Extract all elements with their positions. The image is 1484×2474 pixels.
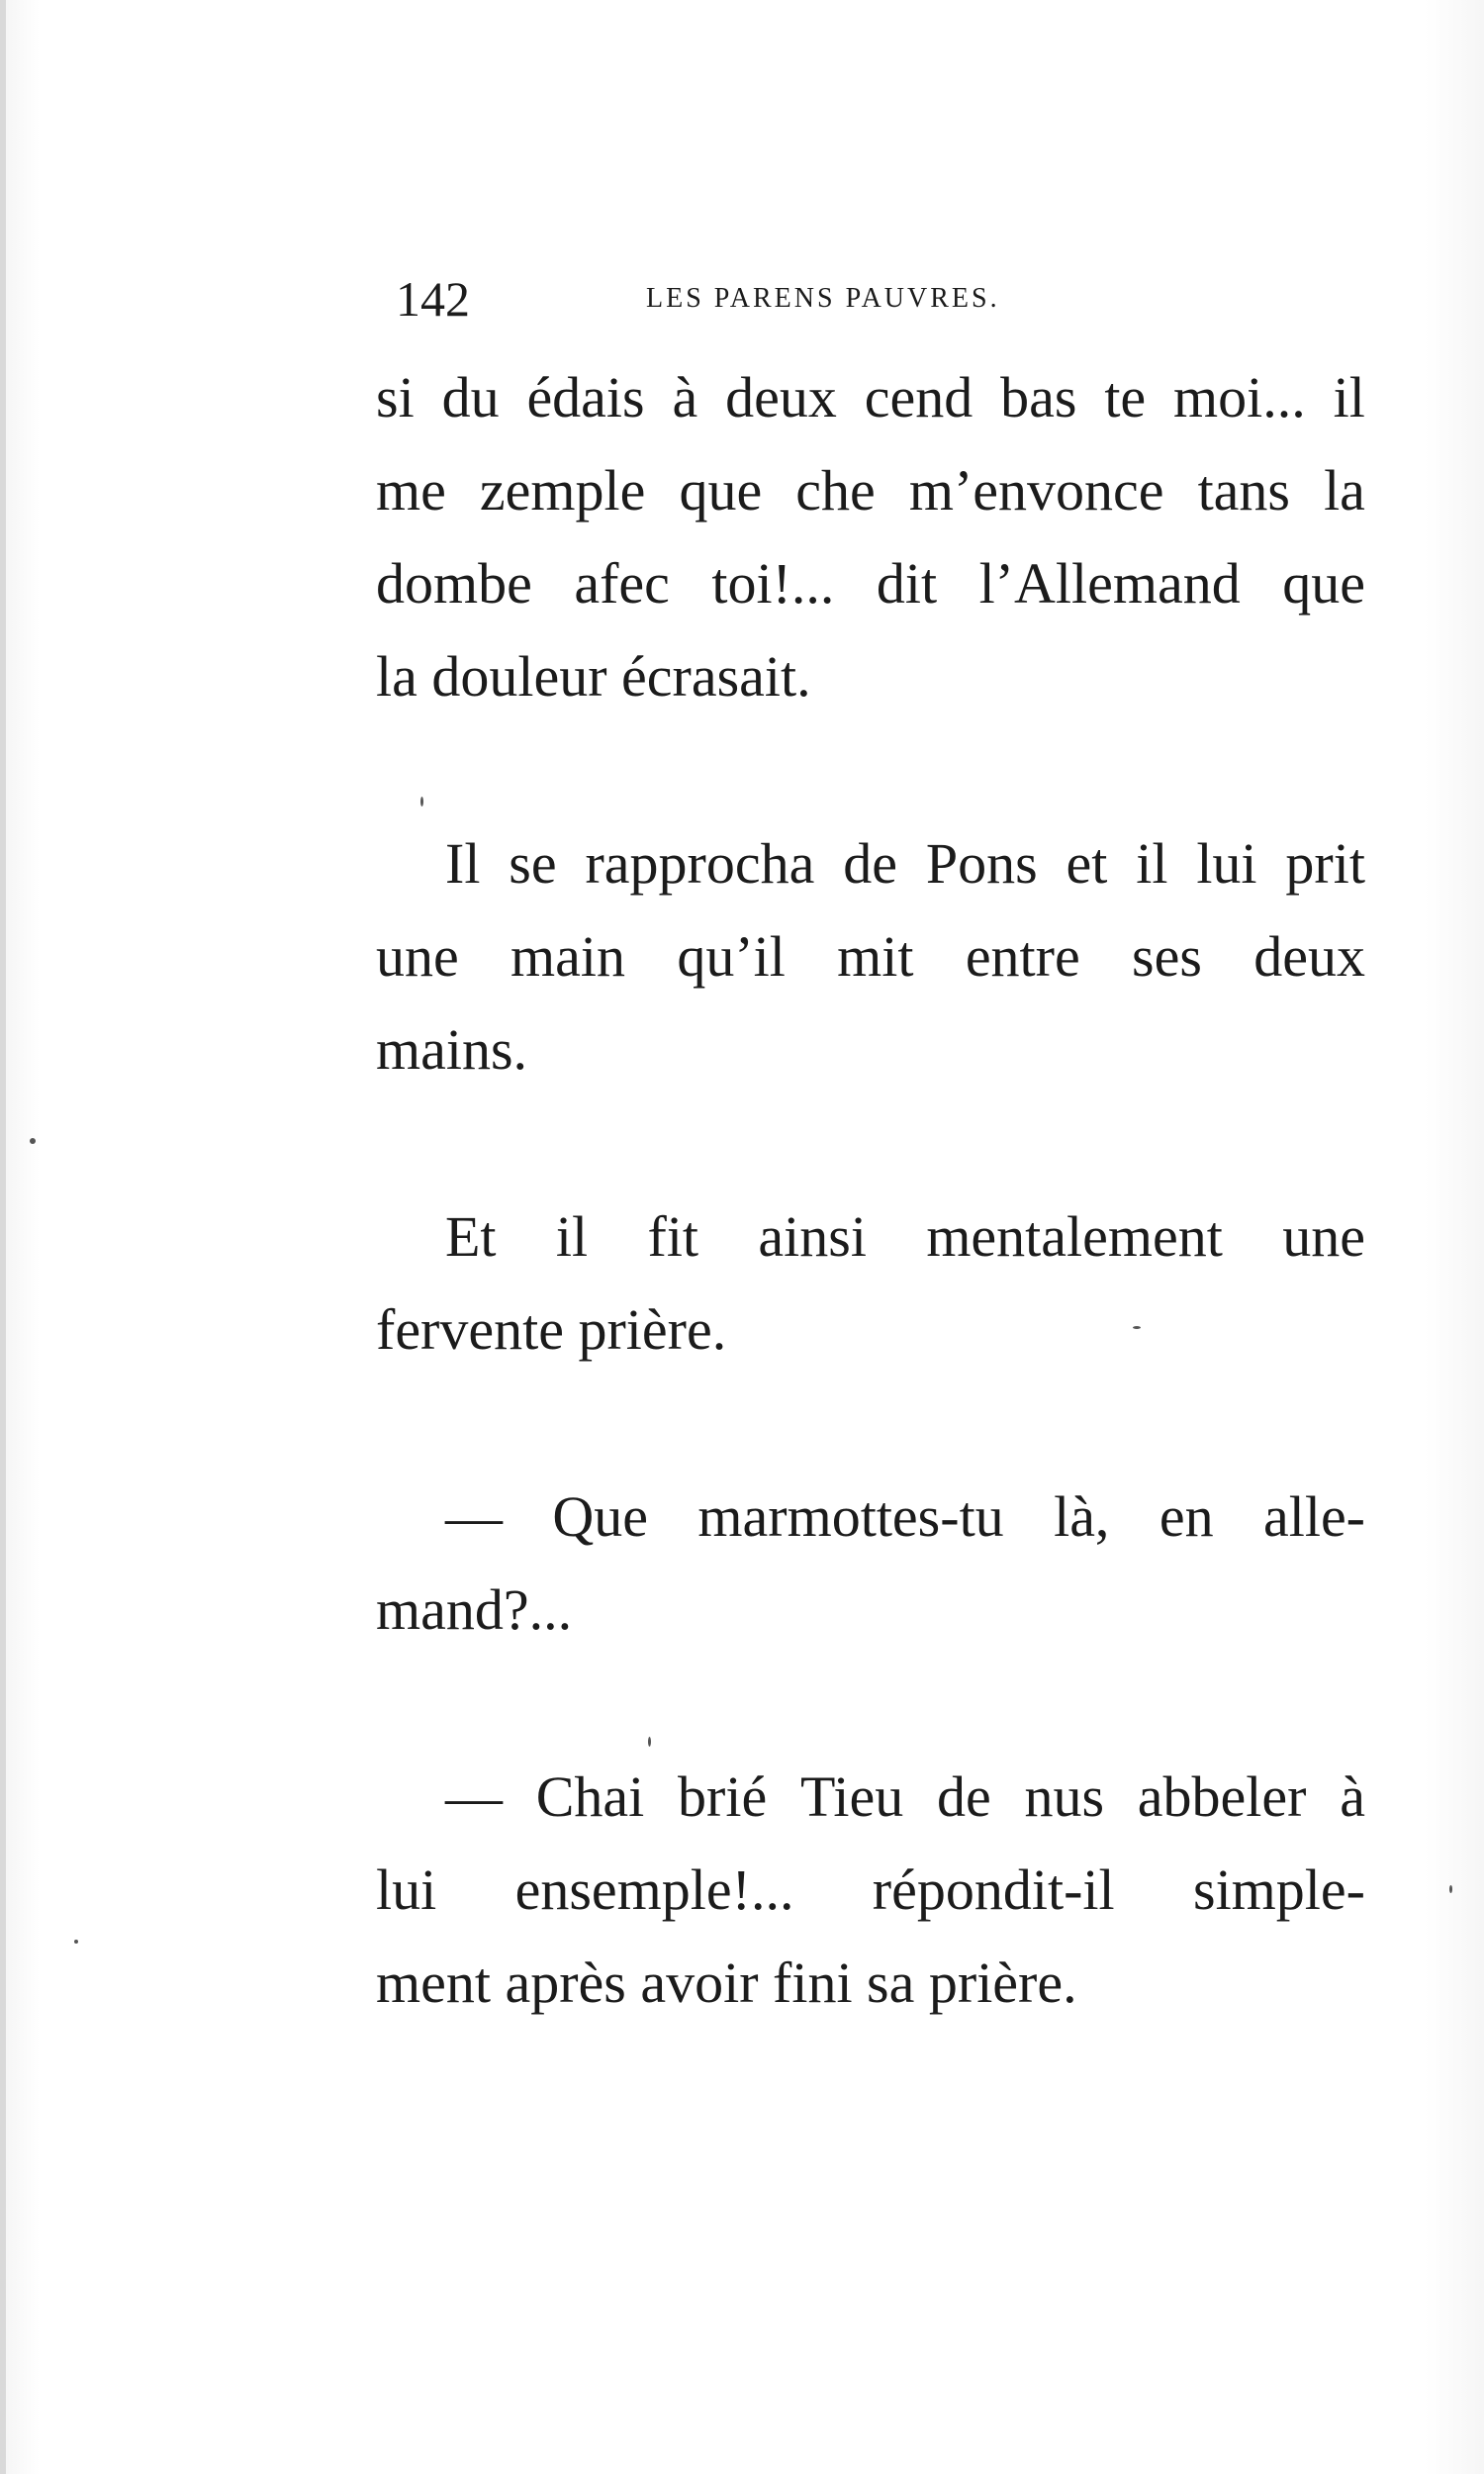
ink-speck: [648, 1737, 651, 1747]
running-title: LES PARENS PAUVRES.: [646, 283, 1000, 314]
text-line: lui ensemple!... répondit-il simple-: [376, 1857, 1365, 1922]
page-header: [396, 269, 1118, 329]
ink-speck: [1449, 1885, 1452, 1893]
page-edge: [0, 0, 6, 2474]
paragraph: [376, 1471, 1365, 1657]
text-line: dombe afec toi!... dit l’Allemand que: [376, 551, 1365, 616]
paragraph: [376, 1190, 1365, 1377]
text-line: si du édais à deux cend bas te moi... il: [376, 365, 1365, 429]
text-line: me zemple que che m’envonce tans la: [376, 458, 1365, 523]
paragraph: [376, 817, 1365, 1096]
text-line: Et il fit ainsi mentalement une: [445, 1204, 1365, 1269]
text-line: — Que marmottes-tu là, en alle-: [445, 1484, 1365, 1549]
body-text: [376, 351, 1365, 2030]
text-line: — Chai brié Tieu de nus abbeler à: [445, 1764, 1365, 1829]
text-line: mains.: [376, 1017, 528, 1082]
text-line: Il se rapprocha de Pons et il lui prit: [445, 831, 1365, 896]
text-line: une main qu’il mit entre ses deux: [376, 924, 1365, 989]
text-line: ment après avoir fini sa prière.: [376, 1951, 1077, 2015]
ink-speck: [1133, 1326, 1141, 1329]
text-line: la douleur écrasait.: [376, 644, 811, 709]
ink-speck: [74, 1940, 78, 1944]
paragraph: [376, 1751, 1365, 2030]
ink-speck: [30, 1138, 36, 1144]
paragraph: [376, 351, 1365, 723]
text-line: fervente prière.: [376, 1297, 727, 1362]
page-number: 142: [396, 271, 470, 327]
ink-speck: [420, 797, 423, 807]
text-line: mand?...: [376, 1577, 573, 1642]
